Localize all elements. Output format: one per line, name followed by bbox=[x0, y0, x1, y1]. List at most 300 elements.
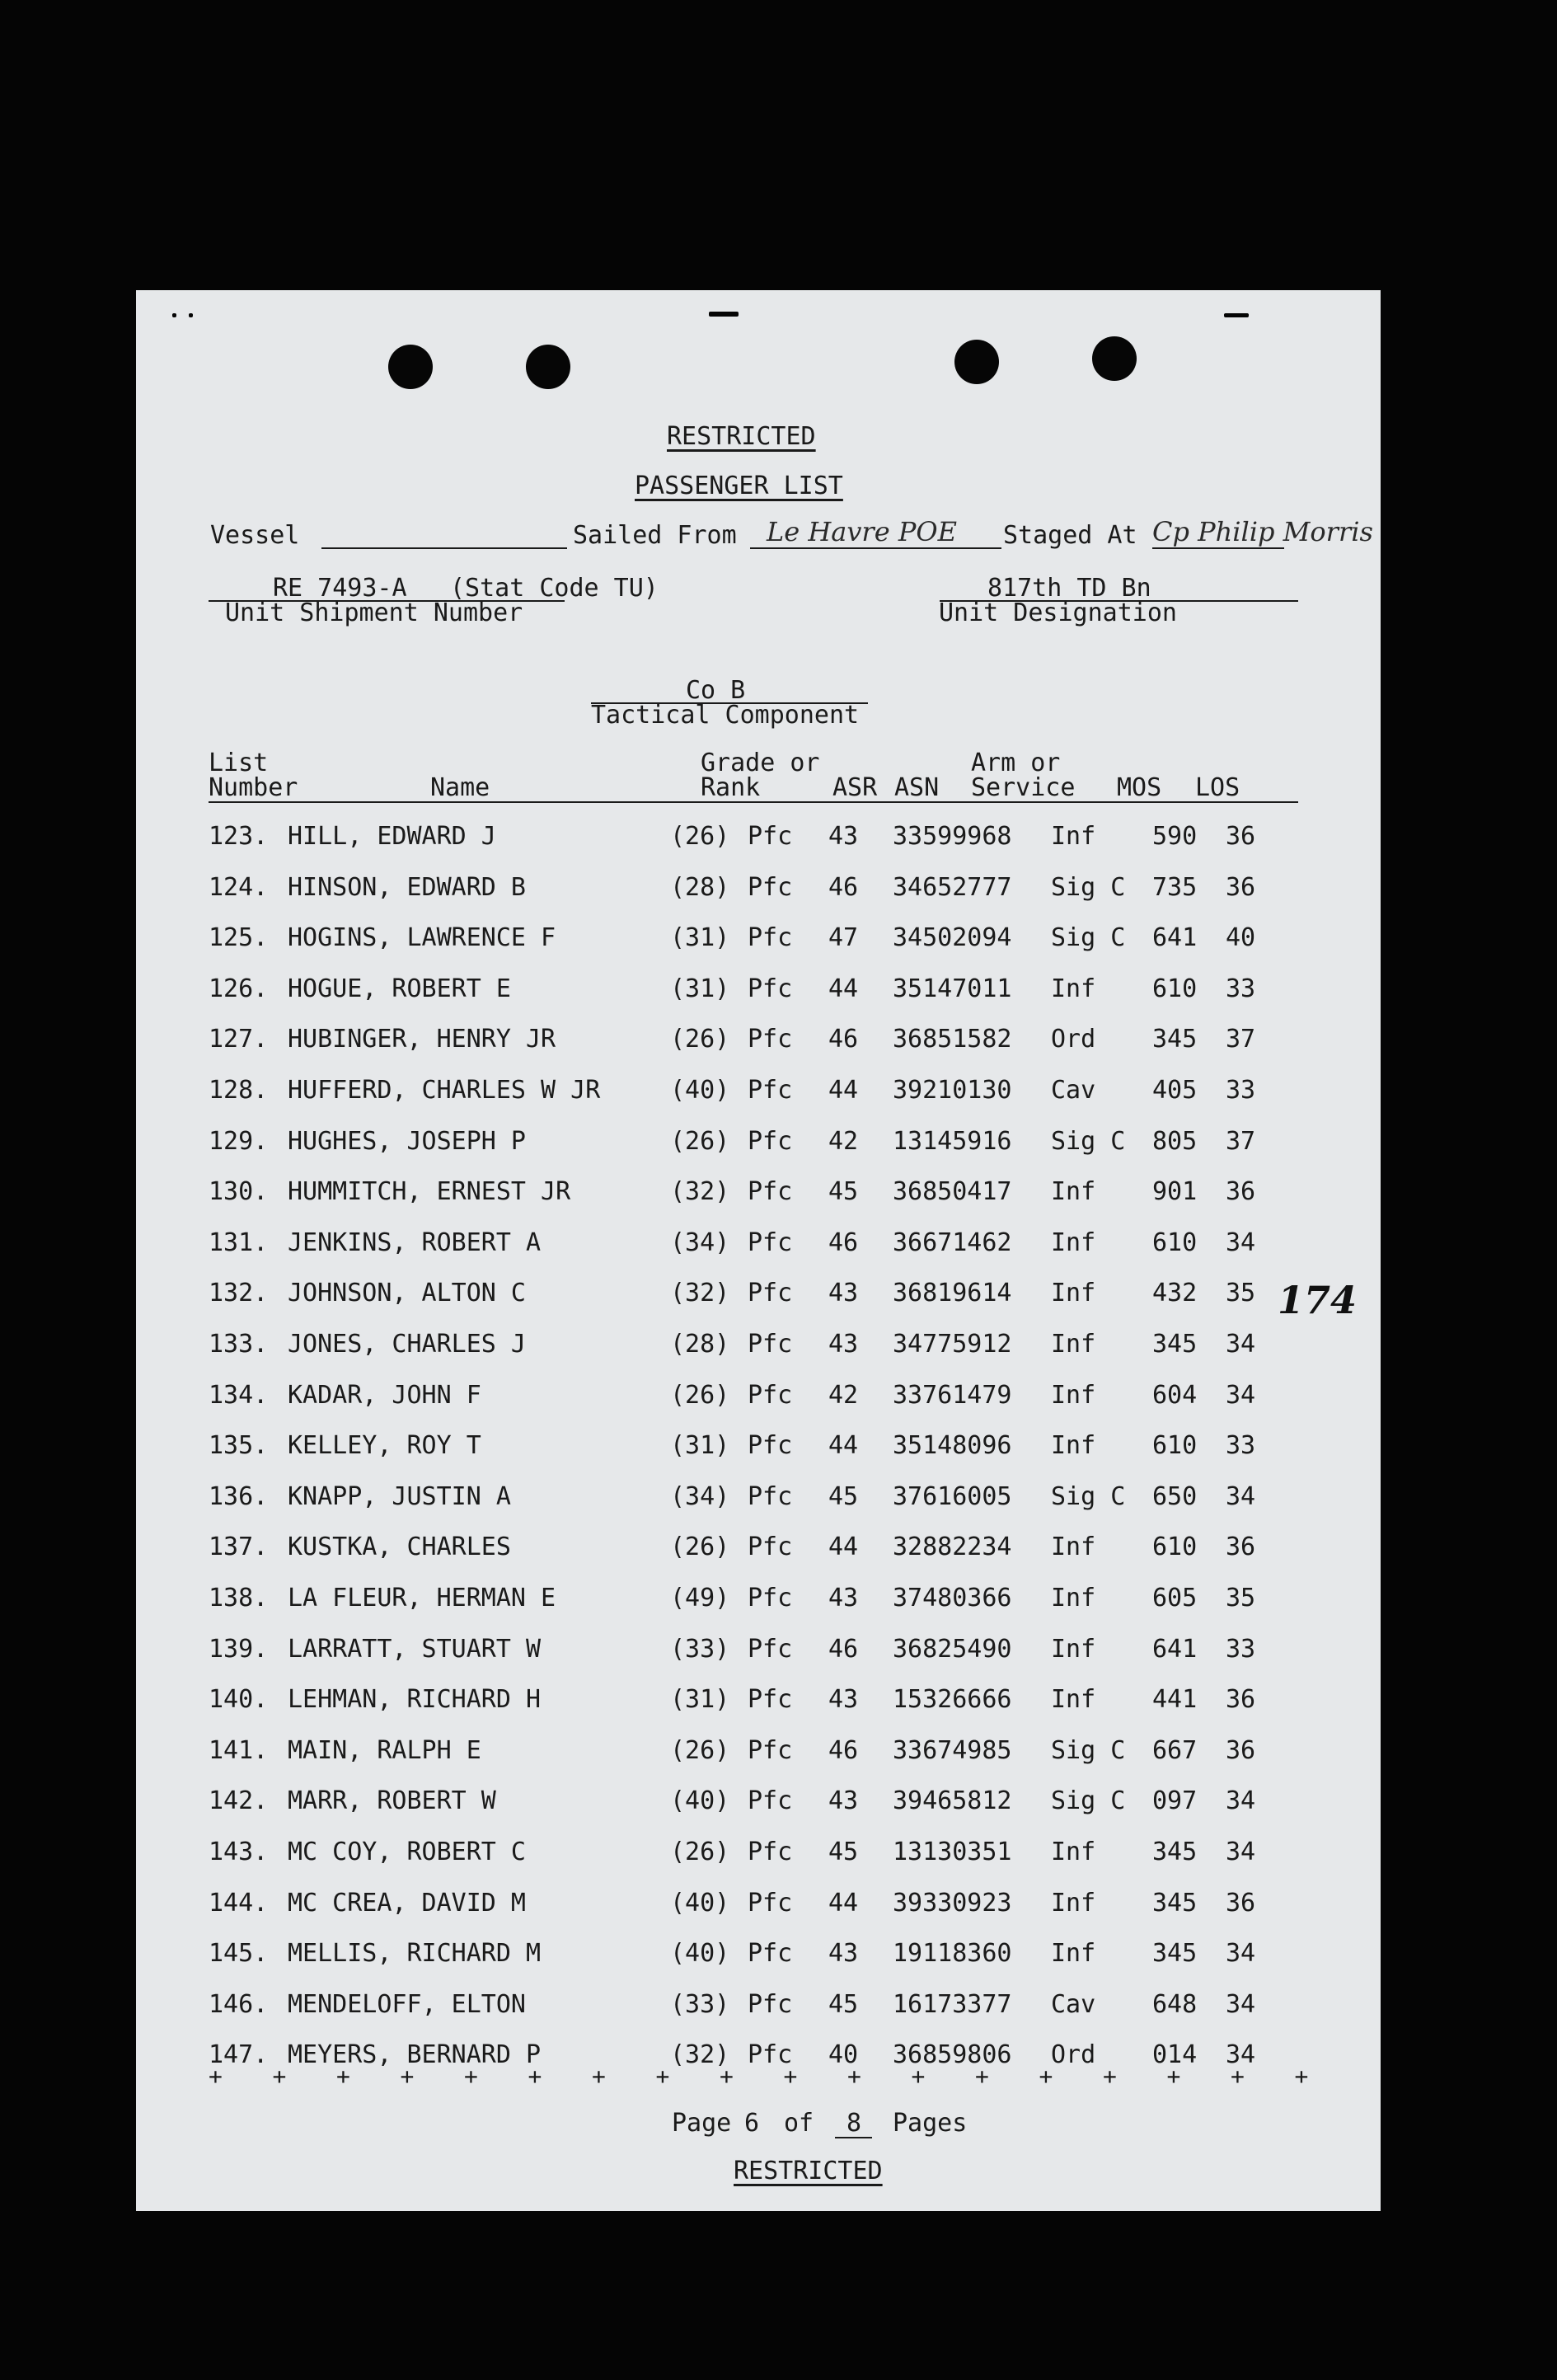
asr-cell: 43 bbox=[828, 822, 859, 851]
table-row bbox=[136, 1431, 1372, 1464]
passenger-name-cell: HUMMITCH, ERNEST JR bbox=[288, 1177, 571, 1207]
staged-at-label: Staged At bbox=[1003, 521, 1137, 550]
table-row bbox=[136, 923, 1372, 956]
grade-cell: (33) bbox=[670, 1634, 730, 1664]
arm-or-service-cell: Sig C bbox=[1051, 923, 1126, 953]
rank-cell: Pfc bbox=[748, 1025, 793, 1054]
arm-or-service-cell: Cav bbox=[1051, 1989, 1096, 2019]
paper-speck bbox=[1224, 313, 1249, 317]
asn-cell: 39210130 bbox=[893, 1076, 1012, 1105]
arm-or-service-cell: Inf bbox=[1051, 1838, 1096, 1866]
table-row bbox=[136, 822, 1372, 855]
arm-or-service-cell: Sig C bbox=[1051, 1786, 1126, 1816]
terminator-plus: + bbox=[1103, 2063, 1117, 2090]
rank-cell: Pfc bbox=[748, 1330, 793, 1359]
list-number-cell: 131. bbox=[209, 1228, 269, 1257]
passenger-list-sheet bbox=[136, 290, 1381, 2211]
paper-speck bbox=[189, 313, 193, 317]
list-number-cell: 147. bbox=[209, 2040, 269, 2070]
asn-cell: 36859806 bbox=[893, 2040, 1012, 2070]
table-row bbox=[136, 1381, 1372, 1414]
grade-cell: (26) bbox=[670, 1126, 730, 1156]
rank-cell: Pfc bbox=[748, 1939, 793, 1969]
asr-cell: 46 bbox=[828, 1735, 859, 1765]
page-label: Page bbox=[672, 2109, 732, 2138]
asn-cell: 35147011 bbox=[893, 974, 1012, 1003]
passenger-name-cell: JONES, CHARLES J bbox=[288, 1330, 526, 1359]
mos-cell: 014 bbox=[1152, 2040, 1198, 2070]
arm-or-service-cell: Inf bbox=[1051, 1431, 1096, 1461]
arm-or-service-cell: Inf bbox=[1051, 1939, 1096, 1969]
arm-or-service-cell: Inf bbox=[1051, 1380, 1096, 1410]
grade-cell: (28) bbox=[670, 872, 730, 902]
restricted-footer: RESTRICTED bbox=[734, 2157, 883, 2185]
grade-cell: (40) bbox=[670, 1888, 730, 1918]
col-list-number-l1: List bbox=[209, 749, 269, 777]
los-cell: 36 bbox=[1226, 822, 1256, 851]
table-row bbox=[136, 1584, 1372, 1617]
table-row bbox=[136, 1990, 1372, 2023]
grade-cell: (28) bbox=[670, 1330, 730, 1359]
asr-cell: 45 bbox=[828, 1177, 859, 1207]
asn-cell: 36825490 bbox=[893, 1634, 1012, 1664]
rank-cell: Pfc bbox=[748, 1126, 793, 1156]
list-number-cell: 134. bbox=[209, 1380, 269, 1410]
terminator-plus: + bbox=[336, 2063, 350, 2090]
asr-cell: 44 bbox=[828, 974, 859, 1003]
rank-cell: Pfc bbox=[748, 1228, 793, 1257]
arm-or-service-cell: Inf bbox=[1051, 1584, 1096, 1612]
passenger-name-cell: MELLIS, RICHARD M bbox=[288, 1939, 542, 1969]
table-row bbox=[136, 1786, 1372, 1819]
grade-cell: (31) bbox=[670, 1685, 730, 1715]
asr-cell: 45 bbox=[828, 1838, 859, 1866]
passenger-name-cell: LA FLEUR, HERMAN E bbox=[288, 1584, 556, 1612]
los-cell: 34 bbox=[1226, 1380, 1256, 1410]
unit-designation-label: Unit Designation bbox=[939, 599, 1177, 627]
rank-cell: Pfc bbox=[748, 1177, 793, 1207]
table-row bbox=[136, 1736, 1372, 1769]
mos-cell: 345 bbox=[1152, 1939, 1198, 1969]
asr-cell: 44 bbox=[828, 1076, 859, 1105]
mos-cell: 901 bbox=[1152, 1177, 1198, 1207]
asr-cell: 43 bbox=[828, 1786, 859, 1816]
mos-cell: 590 bbox=[1152, 822, 1198, 851]
staged-at-line bbox=[1152, 547, 1284, 549]
los-cell: 34 bbox=[1226, 2040, 1256, 2070]
stat-code: (Stat Code TU) bbox=[450, 574, 659, 603]
los-cell: 36 bbox=[1226, 1888, 1256, 1918]
terminator-plus: + bbox=[272, 2063, 287, 2090]
asr-cell: 43 bbox=[828, 1685, 859, 1715]
asn-cell: 37616005 bbox=[893, 1481, 1012, 1511]
passenger-name-cell: KUSTKA, CHARLES bbox=[288, 1533, 511, 1562]
asr-cell: 43 bbox=[828, 1584, 859, 1612]
arm-or-service-cell: Ord bbox=[1051, 1025, 1096, 1054]
terminator-plus: + bbox=[1039, 2063, 1053, 2090]
list-number-cell: 144. bbox=[209, 1888, 269, 1918]
rank-cell: Pfc bbox=[748, 822, 793, 851]
passenger-name-cell: MENDELOFF, ELTON bbox=[288, 1989, 526, 2019]
mos-cell: 805 bbox=[1152, 1126, 1198, 1156]
staged-at-value: Cp Philip Morris bbox=[1152, 516, 1373, 547]
terminator-plus: + bbox=[911, 2063, 926, 2090]
los-cell: 33 bbox=[1226, 1634, 1256, 1664]
los-cell: 37 bbox=[1226, 1025, 1256, 1054]
table-row bbox=[136, 1076, 1372, 1109]
grade-cell: (33) bbox=[670, 1989, 730, 2019]
arm-or-service-cell: Inf bbox=[1051, 822, 1096, 851]
rank-cell: Pfc bbox=[748, 1838, 793, 1866]
arm-or-service-cell: Inf bbox=[1051, 1330, 1096, 1359]
los-cell: 40 bbox=[1226, 923, 1256, 953]
mos-cell: 345 bbox=[1152, 1838, 1198, 1866]
mos-cell: 605 bbox=[1152, 1584, 1198, 1612]
tactical-component-label: Tactical Component bbox=[591, 701, 860, 730]
grade-cell: (32) bbox=[670, 1177, 730, 1207]
table-row bbox=[136, 1482, 1372, 1515]
los-cell: 33 bbox=[1226, 974, 1256, 1003]
mos-cell: 345 bbox=[1152, 1888, 1198, 1918]
los-cell: 34 bbox=[1226, 1838, 1256, 1866]
list-number-cell: 137. bbox=[209, 1533, 269, 1562]
passenger-name-cell: JENKINS, ROBERT A bbox=[288, 1228, 542, 1257]
list-number-cell: 128. bbox=[209, 1076, 269, 1105]
list-number-cell: 133. bbox=[209, 1330, 269, 1359]
asr-cell: 40 bbox=[828, 2040, 859, 2070]
los-cell: 34 bbox=[1226, 1481, 1256, 1511]
los-cell: 34 bbox=[1226, 1228, 1256, 1257]
grade-cell: (26) bbox=[670, 822, 730, 851]
list-number-cell: 125. bbox=[209, 923, 269, 953]
table-row bbox=[136, 1228, 1372, 1261]
rank-cell: Pfc bbox=[748, 1533, 793, 1562]
rank-cell: Pfc bbox=[748, 1989, 793, 2019]
table-row bbox=[136, 873, 1372, 906]
passenger-name-cell: KADAR, JOHN F bbox=[288, 1380, 481, 1410]
page-number: 6 bbox=[744, 2109, 760, 2138]
passenger-name-cell: HOGINS, LAWRENCE F bbox=[288, 923, 556, 953]
mos-cell: 610 bbox=[1152, 1431, 1198, 1461]
passenger-name-cell: HILL, EDWARD J bbox=[288, 822, 496, 851]
sailed-from-label: Sailed From bbox=[573, 521, 737, 550]
mos-cell: 610 bbox=[1152, 1533, 1198, 1562]
asn-cell: 15326666 bbox=[893, 1685, 1012, 1715]
col-mos: MOS bbox=[1117, 773, 1162, 802]
table-row bbox=[136, 1279, 1372, 1312]
paper-speck bbox=[709, 312, 739, 317]
rank-cell: Pfc bbox=[748, 1735, 793, 1765]
col-asn: ASN bbox=[894, 773, 940, 802]
asn-cell: 34652777 bbox=[893, 872, 1012, 902]
paper-speck bbox=[172, 313, 176, 317]
passenger-name-cell: HUBINGER, HENRY JR bbox=[288, 1025, 556, 1054]
rank-cell: Pfc bbox=[748, 1786, 793, 1816]
restricted-header: RESTRICTED bbox=[667, 422, 816, 451]
terminator-plus: + bbox=[1166, 2063, 1181, 2090]
mos-cell: 641 bbox=[1152, 1634, 1198, 1664]
terminator-plus: + bbox=[209, 2063, 223, 2090]
passenger-name-cell: JOHNSON, ALTON C bbox=[288, 1279, 526, 1308]
mos-cell: 604 bbox=[1152, 1380, 1198, 1410]
grade-cell: (40) bbox=[670, 1939, 730, 1969]
punch-hole bbox=[388, 345, 433, 389]
arm-or-service-cell: Inf bbox=[1051, 1228, 1096, 1257]
punch-hole bbox=[526, 345, 570, 389]
total-pages-line bbox=[835, 2137, 872, 2138]
list-number-cell: 138. bbox=[209, 1584, 269, 1612]
grade-cell: (26) bbox=[670, 1025, 730, 1054]
list-number-cell: 136. bbox=[209, 1481, 269, 1511]
asn-cell: 36819614 bbox=[893, 1279, 1012, 1308]
list-number-cell: 140. bbox=[209, 1685, 269, 1715]
asn-cell: 39465812 bbox=[893, 1786, 1012, 1816]
col-asr: ASR bbox=[832, 773, 878, 802]
sailed-from-line bbox=[750, 547, 1001, 549]
mos-cell: 345 bbox=[1152, 1330, 1198, 1359]
list-number-cell: 129. bbox=[209, 1126, 269, 1156]
asn-cell: 36671462 bbox=[893, 1228, 1012, 1257]
arm-or-service-cell: Sig C bbox=[1051, 872, 1126, 902]
grade-cell: (32) bbox=[670, 2040, 730, 2070]
los-cell: 36 bbox=[1226, 872, 1256, 902]
list-number-cell: 123. bbox=[209, 822, 269, 851]
los-cell: 36 bbox=[1226, 1177, 1256, 1207]
mos-cell: 345 bbox=[1152, 1025, 1198, 1054]
los-cell: 36 bbox=[1226, 1735, 1256, 1765]
asr-cell: 46 bbox=[828, 1025, 859, 1054]
los-cell: 36 bbox=[1226, 1533, 1256, 1562]
list-number-cell: 146. bbox=[209, 1989, 269, 2019]
grade-cell: (49) bbox=[670, 1584, 730, 1612]
los-cell: 33 bbox=[1226, 1076, 1256, 1105]
arm-or-service-cell: Sig C bbox=[1051, 1735, 1126, 1765]
asr-cell: 47 bbox=[828, 923, 859, 953]
list-number-cell: 142. bbox=[209, 1786, 269, 1816]
asr-cell: 45 bbox=[828, 1481, 859, 1511]
asr-cell: 42 bbox=[828, 1126, 859, 1156]
mos-cell: 097 bbox=[1152, 1786, 1198, 1816]
grade-cell: (40) bbox=[670, 1076, 730, 1105]
mos-cell: 650 bbox=[1152, 1481, 1198, 1511]
col-los: LOS bbox=[1195, 773, 1240, 802]
table-row bbox=[136, 1685, 1372, 1718]
passenger-name-cell: HUGHES, JOSEPH P bbox=[288, 1126, 526, 1156]
rank-cell: Pfc bbox=[748, 1279, 793, 1308]
column-header-rule bbox=[209, 801, 1298, 803]
unit-shipment-number: RE 7493-A bbox=[273, 574, 407, 603]
passenger-name-cell: MC COY, ROBERT C bbox=[288, 1838, 526, 1866]
list-number-cell: 130. bbox=[209, 1177, 269, 1207]
unit-designation: 817th TD Bn bbox=[987, 574, 1151, 603]
los-cell: 35 bbox=[1226, 1279, 1256, 1308]
asr-cell: 44 bbox=[828, 1888, 859, 1918]
arm-or-service-cell: Inf bbox=[1051, 1279, 1096, 1308]
list-number-cell: 132. bbox=[209, 1279, 269, 1308]
list-number-cell: 139. bbox=[209, 1634, 269, 1664]
pages-label: Pages bbox=[893, 2109, 968, 2138]
passenger-name-cell: KELLEY, ROY T bbox=[288, 1431, 481, 1461]
table-row bbox=[136, 974, 1372, 1007]
rank-cell: Pfc bbox=[748, 1481, 793, 1511]
mos-cell: 735 bbox=[1152, 872, 1198, 902]
arm-or-service-cell: Inf bbox=[1051, 1685, 1096, 1715]
mos-cell: 610 bbox=[1152, 1228, 1198, 1257]
grade-cell: (31) bbox=[670, 974, 730, 1003]
arm-or-service-cell: Sig C bbox=[1051, 1126, 1126, 1156]
rank-cell: Pfc bbox=[748, 1685, 793, 1715]
mos-cell: 441 bbox=[1152, 1685, 1198, 1715]
arm-or-service-cell: Inf bbox=[1051, 1888, 1096, 1918]
los-cell: 34 bbox=[1226, 1786, 1256, 1816]
arm-or-service-cell: Sig C bbox=[1051, 1481, 1126, 1511]
col-list-number-l2: Number bbox=[209, 773, 298, 802]
list-number-cell: 135. bbox=[209, 1431, 269, 1461]
sailed-from-value: Le Havre POE bbox=[767, 516, 957, 547]
terminator-plus: + bbox=[400, 2063, 415, 2090]
passenger-name-cell: HUFFERD, CHARLES W JR bbox=[288, 1076, 601, 1105]
table-row bbox=[136, 1838, 1372, 1871]
asn-cell: 16173377 bbox=[893, 1989, 1012, 2019]
passenger-name-cell: LEHMAN, RICHARD H bbox=[288, 1685, 542, 1715]
asr-cell: 43 bbox=[828, 1330, 859, 1359]
asr-cell: 45 bbox=[828, 1989, 859, 2019]
punch-hole bbox=[954, 340, 999, 384]
asn-cell: 33599968 bbox=[893, 822, 1012, 851]
grade-cell: (34) bbox=[670, 1481, 730, 1511]
asr-cell: 46 bbox=[828, 1228, 859, 1257]
list-number-cell: 124. bbox=[209, 872, 269, 902]
grade-cell: (26) bbox=[670, 1380, 730, 1410]
mos-cell: 610 bbox=[1152, 974, 1198, 1003]
terminator-plus: + bbox=[847, 2063, 861, 2090]
grade-cell: (31) bbox=[670, 923, 730, 953]
asn-cell: 35148096 bbox=[893, 1431, 1012, 1461]
asr-cell: 46 bbox=[828, 1634, 859, 1664]
asn-cell: 37480366 bbox=[893, 1584, 1012, 1612]
passenger-name-cell: HOGUE, ROBERT E bbox=[288, 974, 511, 1003]
table-row bbox=[136, 1635, 1372, 1668]
col-arm-l2: Service bbox=[971, 773, 1076, 802]
grade-cell: (26) bbox=[670, 1735, 730, 1765]
terminator-plus: + bbox=[720, 2063, 734, 2090]
mos-cell: 648 bbox=[1152, 1989, 1198, 2019]
of-label: of bbox=[784, 2109, 814, 2138]
grade-cell: (31) bbox=[670, 1431, 730, 1461]
asn-cell: 13145916 bbox=[893, 1126, 1012, 1156]
terminator-plus: + bbox=[1294, 2063, 1309, 2090]
list-number-cell: 145. bbox=[209, 1939, 269, 1969]
table-row bbox=[136, 1127, 1372, 1160]
terminator-plus: + bbox=[592, 2063, 606, 2090]
rank-cell: Pfc bbox=[748, 1584, 793, 1612]
grade-cell: (40) bbox=[670, 1786, 730, 1816]
asn-cell: 33761479 bbox=[893, 1380, 1012, 1410]
asn-cell: 13130351 bbox=[893, 1838, 1012, 1866]
arm-or-service-cell: Inf bbox=[1051, 974, 1096, 1003]
list-number-cell: 141. bbox=[209, 1735, 269, 1765]
rank-cell: Pfc bbox=[748, 2040, 793, 2070]
rank-cell: Pfc bbox=[748, 872, 793, 902]
asn-cell: 39330923 bbox=[893, 1888, 1012, 1918]
asr-cell: 44 bbox=[828, 1533, 859, 1562]
asn-cell: 32882234 bbox=[893, 1533, 1012, 1562]
vessel-label: Vessel bbox=[210, 521, 300, 550]
passenger-name-cell: LARRATT, STUART W bbox=[288, 1634, 542, 1664]
stamped-page-number: 174 bbox=[1278, 1278, 1358, 1322]
asn-cell: 34502094 bbox=[893, 923, 1012, 953]
terminator-plus: + bbox=[783, 2063, 798, 2090]
rank-cell: Pfc bbox=[748, 1076, 793, 1105]
vessel-blank bbox=[321, 547, 567, 549]
los-cell: 34 bbox=[1226, 1989, 1256, 2019]
col-grade-l1: Grade or bbox=[701, 749, 820, 777]
terminator-plus: + bbox=[655, 2063, 670, 2090]
passenger-name-cell: MEYERS, BERNARD P bbox=[288, 2040, 542, 2070]
los-cell: 34 bbox=[1226, 1939, 1256, 1969]
table-row bbox=[136, 1025, 1372, 1058]
table-row bbox=[136, 1939, 1372, 1972]
terminator-plus: + bbox=[1231, 2063, 1245, 2090]
punch-hole bbox=[1092, 336, 1137, 381]
grade-cell: (34) bbox=[670, 1228, 730, 1257]
table-row bbox=[136, 1330, 1372, 1363]
asr-cell: 43 bbox=[828, 1279, 859, 1308]
mos-cell: 405 bbox=[1152, 1076, 1198, 1105]
mos-cell: 667 bbox=[1152, 1735, 1198, 1765]
asn-cell: 34775912 bbox=[893, 1330, 1012, 1359]
terminator-plus: + bbox=[464, 2063, 478, 2090]
unit-shipment-label: Unit Shipment Number bbox=[225, 599, 523, 627]
list-number-cell: 143. bbox=[209, 1838, 269, 1866]
list-terminator-row bbox=[209, 2063, 1309, 2090]
rank-cell: Pfc bbox=[748, 1431, 793, 1461]
mos-cell: 432 bbox=[1152, 1279, 1198, 1308]
asn-cell: 36850417 bbox=[893, 1177, 1012, 1207]
document-title: PASSENGER LIST bbox=[635, 472, 843, 500]
mos-cell: 641 bbox=[1152, 923, 1198, 953]
table-row bbox=[136, 1177, 1372, 1210]
table-row bbox=[136, 1889, 1372, 1922]
asr-cell: 42 bbox=[828, 1380, 859, 1410]
table-row bbox=[136, 1533, 1372, 1566]
asr-cell: 46 bbox=[828, 872, 859, 902]
rank-cell: Pfc bbox=[748, 974, 793, 1003]
grade-cell: (26) bbox=[670, 1838, 730, 1866]
los-cell: 35 bbox=[1226, 1584, 1256, 1612]
asr-cell: 44 bbox=[828, 1431, 859, 1461]
col-name: Name bbox=[430, 773, 490, 802]
rank-cell: Pfc bbox=[748, 1888, 793, 1918]
asn-cell: 36851582 bbox=[893, 1025, 1012, 1054]
arm-or-service-cell: Inf bbox=[1051, 1533, 1096, 1562]
arm-or-service-cell: Ord bbox=[1051, 2040, 1096, 2070]
asn-cell: 19118360 bbox=[893, 1939, 1012, 1969]
asn-cell: 33674985 bbox=[893, 1735, 1012, 1765]
list-number-cell: 126. bbox=[209, 974, 269, 1003]
passenger-name-cell: KNAPP, JUSTIN A bbox=[288, 1481, 511, 1511]
passenger-name-cell: HINSON, EDWARD B bbox=[288, 872, 526, 902]
list-number-cell: 127. bbox=[209, 1025, 269, 1054]
passenger-name-cell: MARR, ROBERT W bbox=[288, 1786, 496, 1816]
terminator-plus: + bbox=[528, 2063, 542, 2090]
los-cell: 36 bbox=[1226, 1685, 1256, 1715]
grade-cell: (26) bbox=[670, 1533, 730, 1562]
rank-cell: Pfc bbox=[748, 923, 793, 953]
arm-or-service-cell: Inf bbox=[1051, 1177, 1096, 1207]
rank-cell: Pfc bbox=[748, 1634, 793, 1664]
los-cell: 33 bbox=[1226, 1431, 1256, 1461]
